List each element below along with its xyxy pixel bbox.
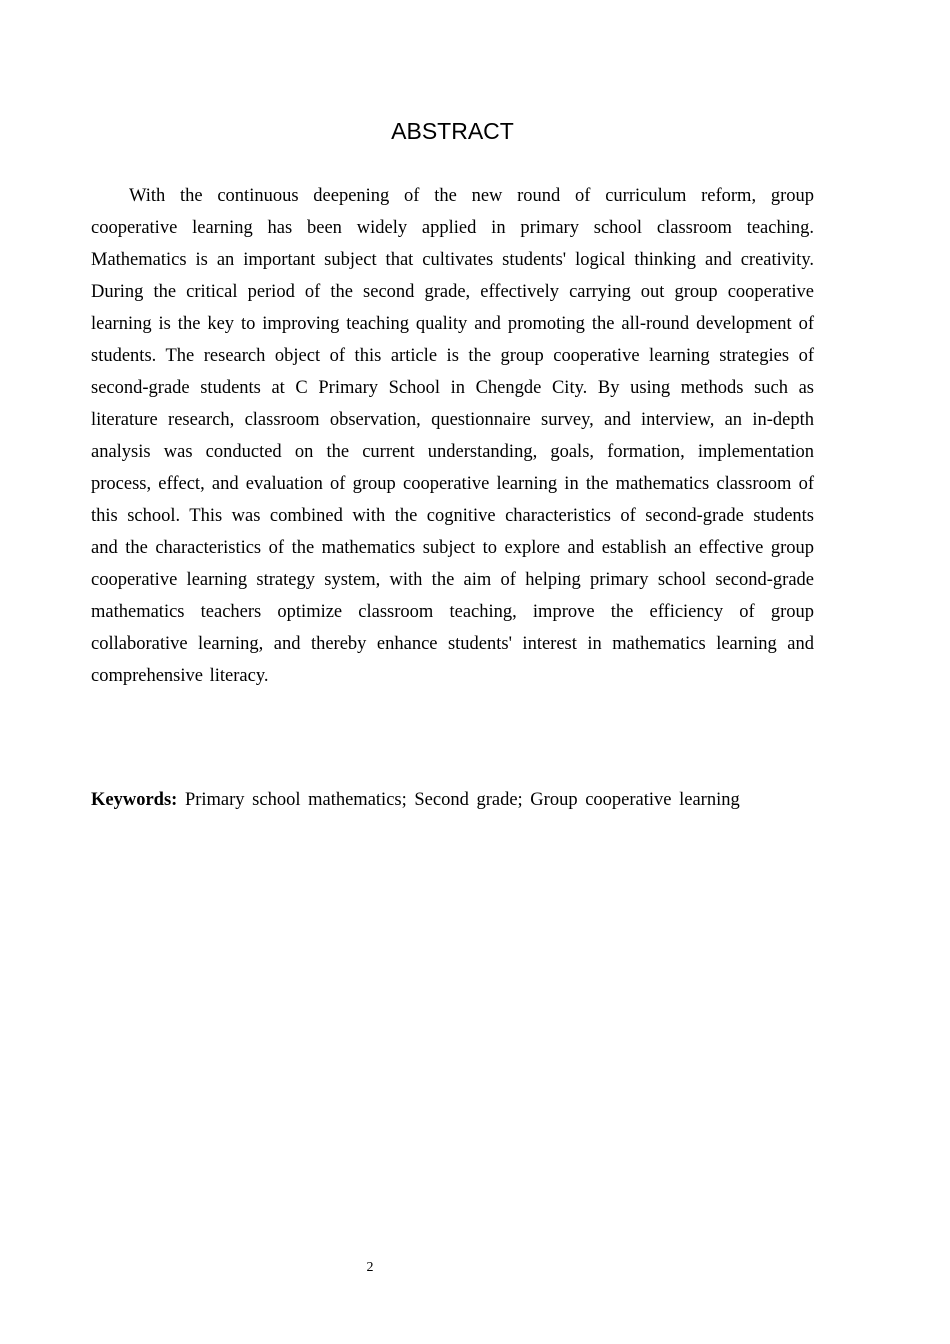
keywords-label: Keywords: — [91, 790, 178, 810]
abstract-title: ABSTRACT — [391, 118, 514, 144]
keywords-line — [91, 784, 851, 816]
page-number: 2 — [366, 1260, 374, 1275]
abstract-paragraph: With the continuous deepening of the new round of curriculum reform, group cooperative learning has been widely applied in primary school classroom teaching. Mathematics is an important subject that cultivates students' logical thinking and creativity. During the critical period of the second grade, effectively carrying out group cooperative learning is the key to improving teaching quality and promoting the all-round development of students. The research object of this article is the group cooperative learning strategies of second-grade students at C Primary School in Chengde City. By using methods such as literature research, classroom observation, questionnaire survey, and interview, an in-depth analysis was conducted on the current understanding, goals, formation, implementation process, effect, and evaluation of group cooperative learning in the mathematics classroom of this school. This was combined with the cognitive characteristics of second-grade students and the characteristics of the mathematics subject to explore and establish an effective group cooperative learning strategy system, with the aim of helping primary school second-grade mathematics teachers optimize classroom teaching, improve the efficiency of group collaborative learning, and thereby enhance students' interest in mathematics learning and comprehensive literacy. — [91, 186, 814, 686]
keywords-text: Primary school mathematics; Second grade; Group cooperative learning — [184, 790, 740, 810]
